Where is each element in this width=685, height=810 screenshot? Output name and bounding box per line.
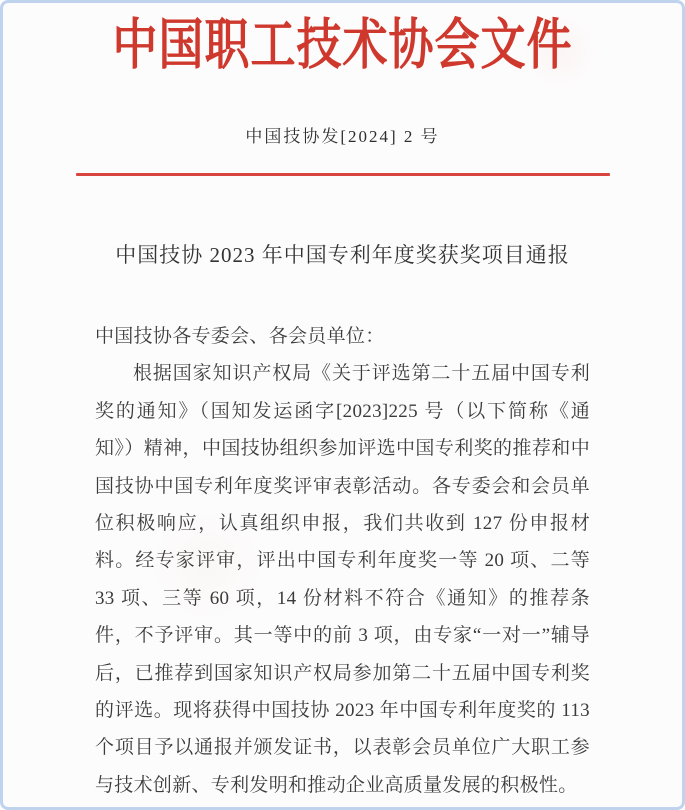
document-masthead: 中国职工技术协会文件 — [112, 14, 573, 76]
document-title: 中国技协 2023 年中国专利年度奖获奖项目通报 — [115, 243, 570, 267]
body-paragraph: 根据国家知识产权局《关于评选第二十五届中国专利奖的通知》（国知发运函字[2023]225 号（以下简称《通知》）精神，中国技协组织参加评选中国专利奖的推荐和中国技协中国专利年度奖评审表彰活动。各专委会和会员单位积极响应，认真组织申报，我们共收到 127 份申报材料。经专家评审，评出中国专利年度奖一等 20 项、二等 33 项、三等 60 项，14 份材料不符合《通知》的推荐条件，不予评审。其一等中的前 3 项，由专家“一对一”辅导后，已推荐到国家知识产权局参加第二十五届中国专利奖的评选。现将获得中国技协 2023 年中国专利年度奖的 113 个项目予以通报并颁发证书，以表彰会员单位广大职工参与技术创新、专利发明和推动企业高质量发展的积极性。 — [95, 363, 590, 796]
document-number: 中国技协发[2024] 2 号 — [245, 127, 440, 146]
document-body — [3, 318, 682, 804]
red-divider-line — [76, 173, 610, 176]
salutation-line: 中国技协各专委会、各会员单位： — [95, 326, 385, 347]
